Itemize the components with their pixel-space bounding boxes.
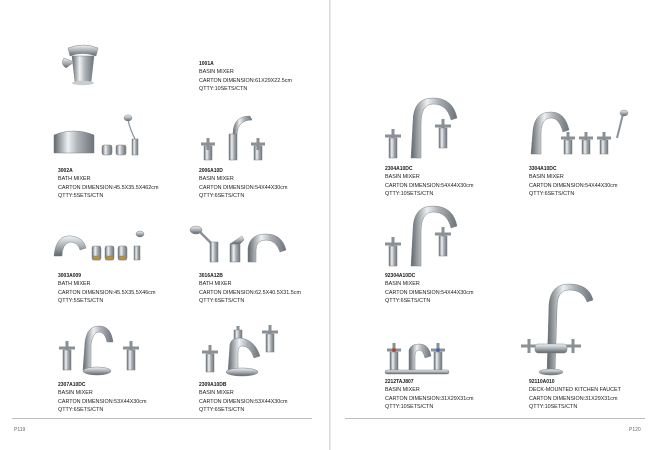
product-name: BASIN MIXER [199, 390, 234, 397]
arc-spout-basin-mixer-icon [383, 200, 467, 270]
product-code: 92110A010 [529, 379, 555, 385]
lever-bath-mixer-icon [186, 222, 292, 268]
page-number: P120 [629, 427, 641, 433]
product-code: 92304A10DC [385, 273, 416, 279]
waterfall-bath-mixer-icon [48, 113, 158, 163]
footer-rule [345, 418, 645, 419]
carton-dimension: CARTON DIMENSION:31X29X31cm [385, 395, 474, 402]
quantity: QTTY:6SETS/CTN [199, 298, 245, 305]
carton-dimension: CARTON DIMENSION:45.5X35.5X462cm [58, 184, 159, 191]
quantity: QTTY:10SETS/CTN [385, 404, 434, 411]
quantity: QTTY:10SETS/CTN [529, 404, 578, 411]
cross-handle-basin-mixer-icon [198, 322, 282, 378]
carton-dimension: CARTON DIMENSION:61X29X22.5cm [199, 77, 292, 84]
product-name: BASIN MIXER [58, 390, 93, 397]
quantity: QTTY:6SETS/CTN [199, 193, 245, 200]
waterfall-basin-mixer-icon [58, 40, 110, 86]
product-name: BASIN MIXER [199, 69, 234, 76]
product-name: DECK-MOUNTED KITCHEN FAUCET [529, 387, 621, 394]
two-handle-basin-mixer-icon [383, 334, 465, 376]
quantity: QTTY:5SETS/CTN [58, 193, 104, 200]
quantity: QTTY:6SETS/CTN [385, 298, 431, 305]
product-code: 2212TAJ807 [385, 379, 414, 385]
product-name: BASIN MIXER [385, 281, 420, 288]
left-page [0, 0, 329, 450]
carton-dimension: CARTON DIMENSION:54X44X30cm [385, 289, 474, 296]
footer-rule [12, 418, 312, 419]
product-name: BATH MIXER [199, 281, 232, 288]
product-name: BASIN MIXER [385, 387, 420, 394]
product-name: BASIN MIXER [529, 174, 564, 181]
arc-spout-basin-mixer-icon [383, 92, 467, 162]
cross-handle-basin-mixer-icon [198, 112, 270, 164]
carton-dimension: CARTON DIMENSION:54X44X30cm [199, 184, 288, 191]
quantity: QTTY:5SETS/CTN [58, 298, 104, 305]
product-code: 3304A10DC [529, 166, 557, 172]
quantity: QTTY:6SETS/CTN [199, 407, 245, 414]
right-page [331, 0, 660, 450]
product-code: 2309A10DB [199, 382, 227, 388]
product-code: 1001A [199, 61, 214, 67]
product-code: 3002A [58, 168, 73, 174]
quantity: QTTY:6SETS/CTN [58, 407, 104, 414]
cross-handle-basin-mixer-icon [55, 322, 141, 378]
carton-dimension: CARTON DIMENSION:62.5X40.5X31.5cm [199, 289, 301, 296]
product-name: BASIN MIXER [199, 176, 234, 183]
product-code: 3016A12B [199, 273, 223, 279]
carton-dimension: CARTON DIMENSION:45.5X35.5X46cm [58, 289, 156, 296]
carton-dimension: CARTON DIMENSION:53X44X30cm [199, 398, 288, 405]
carton-dimension: CARTON DIMENSION:54X44X30cm [529, 182, 618, 189]
quantity: QTTY:10SETS/CTN [385, 191, 434, 198]
deck-bath-mixer-icon [50, 226, 150, 264]
arc-spout-bath-mixer-icon [525, 108, 631, 156]
page-number: P119 [14, 427, 26, 433]
product-name: BATH MIXER [58, 281, 91, 288]
carton-dimension: CARTON DIMENSION:53X44X30cm [58, 398, 147, 405]
carton-dimension: CARTON DIMENSION:54X44X30cm [385, 182, 474, 189]
carton-dimension: CARTON DIMENSION:31X29X31cm [529, 395, 618, 402]
product-code: 2307A10DC [58, 382, 86, 388]
product-code: 3003A009 [58, 273, 82, 279]
quantity: QTTY:6SETS/CTN [529, 191, 575, 198]
product-code: 2006A10D [199, 168, 223, 174]
product-name: BASIN MIXER [385, 174, 420, 181]
product-name: BATH MIXER [58, 176, 91, 183]
quantity: QTTY:10SETS/CTN [199, 86, 248, 93]
product-code: 2304A10DC [385, 166, 413, 172]
kitchen-faucet-icon [517, 280, 597, 376]
